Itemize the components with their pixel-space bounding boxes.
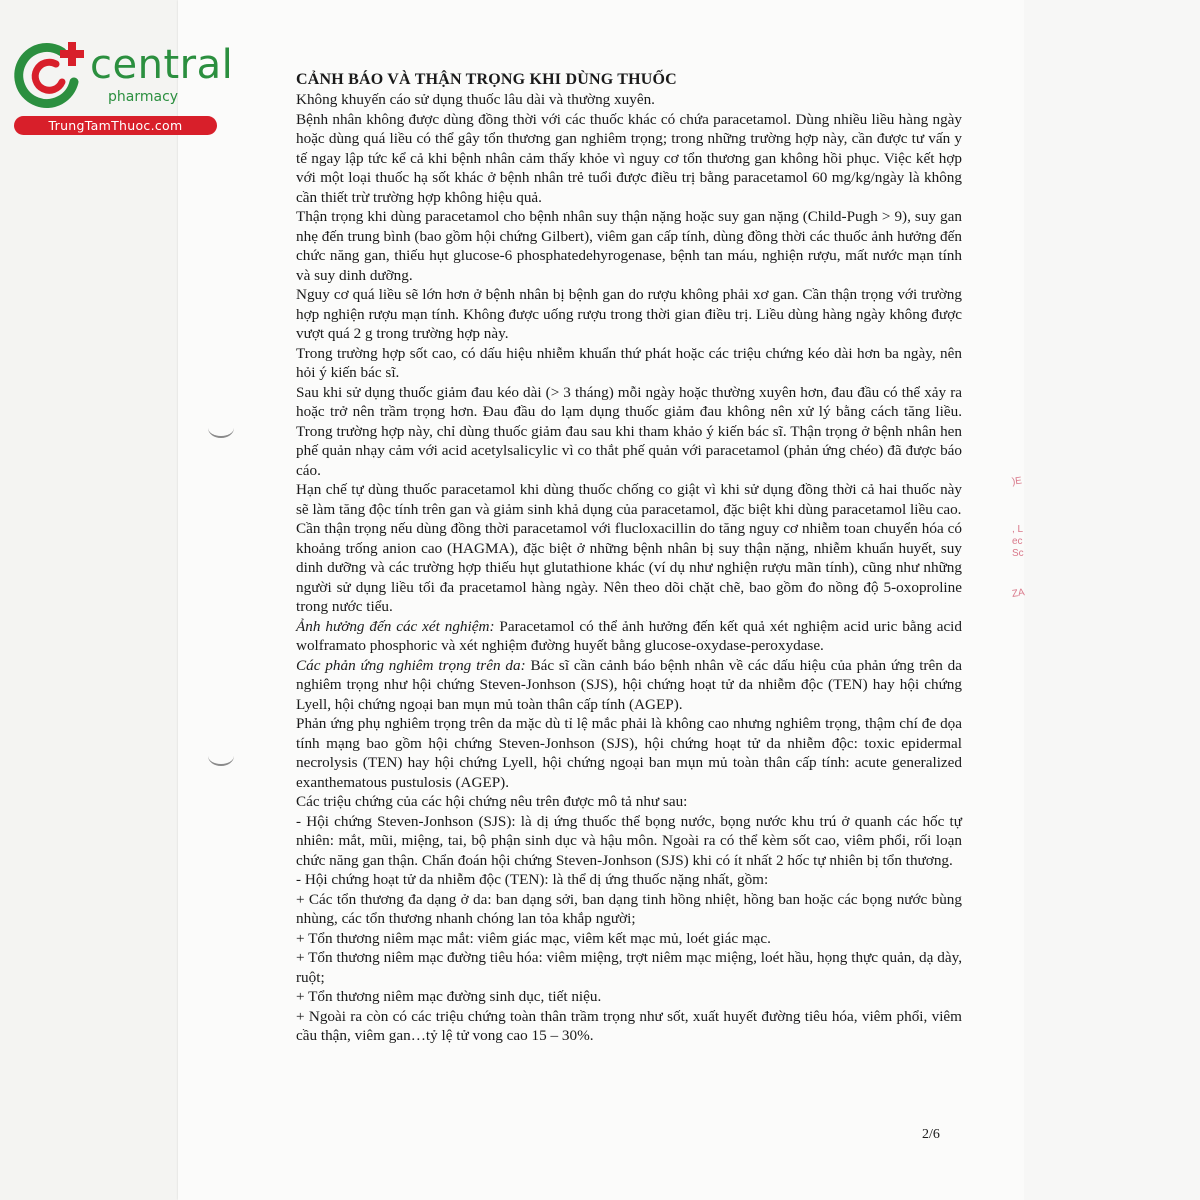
paragraph: Trong trường hợp sốt cao, có dấu hiệu nhiễm khuẩn thứ phát hoặc các triệu chứng kéo dài hơn ba ngày, nên hỏi ý kiến bác sĩ. [296, 344, 962, 381]
punch-hole-icon [208, 746, 234, 766]
list-item: + Tổn thương niêm mạc mắt: viêm giác mạc, viêm kết mạc mủ, loét giác mạc. [296, 929, 771, 947]
italic-label: Các phản ứng nghiêm trọng trên da: [296, 656, 526, 674]
list-item: - Hội chứng Steven-Jonhson (SJS): là dị ứng thuốc thể bọng nước, bọng nước khu trú ở quanh các hốc tự nhiên: mắt, mũi, miệng, tai, bộ phận sinh dục và hậu môn. Ngoài ra có thể kèm sốt cao, viêm phổi, rối loạn chức năng gan thận. Chẩn đoán hội chứng Steven-Jonhson (SJS) khi có ít nhất 2 hốc tự nhiên bị tổn thương. [296, 812, 962, 869]
brand-name: central [90, 42, 234, 88]
list-item: + Tổn thương niêm mạc đường tiêu hóa: viêm miệng, trợt niêm mạc miệng, loét hầu, họng thực quản, dạ dày, ruột; [296, 949, 962, 986]
italic-label: Ảnh hưởng đến các xét nghiệm: [296, 617, 495, 635]
page-number: 2/6 [922, 1127, 940, 1142]
paragraph: Phản ứng phụ nghiêm trọng trên da mặc dù tỉ lệ mắc phải là không cao nhưng nghiêm trọng, thậm chí đe dọa tính mạng bao gồm hội chứng Steven-Jonhson (SJS), hội chứng hoạt tử da nhiễm độc: toxic epidermal necrolysis (TEN) hay hội chứng Lyell, hội chứng ngoại ban mụn mủ toàn thân cấp tính: acute generalized exanthematous pustulosis (AGEP). [296, 715, 962, 791]
paragraph: Thận trọng khi dùng paracetamol cho bệnh nhân suy thận nặng hoặc suy gan nặng (Child-Pugh > 9), suy gan nhẹ đến trung bình (bao gồm hội chứng Gilbert), viêm gan cấp tính, dùng đồng thời các thuốc ảnh hưởng đến chức năng gan, thiếu hụt glucose-6 phosphatedehyrogenase, bệnh tan máu, nghiện rượu, mất nước mạn tính và suy dinh dưỡng. [296, 208, 962, 284]
paragraph: Bệnh nhân không được dùng đồng thời với các thuốc khác có chứa paracetamol. Dùng nhiều liều hàng ngày hoặc dùng quá liều có thể gây tổn thương gan nghiêm trọng; trong những trường hợp này, cần được tư vấn y tế ngay lập tức kể cả khi bệnh nhân cảm thấy khỏe vì nguy cơ tổn thương gan không hồi phục. Việc kết hợp với một loại thuốc hạ sốt khác ở bệnh nhân trẻ tuổi được điều trị bằng paracetamol 60 mg/kg/ngày là không cần thiết trừ trường hợp không hiệu quả. [296, 110, 962, 206]
central-pharmacy-logo[interactable] [8, 36, 234, 136]
paragraph-lab-tests [296, 617, 962, 656]
list-item: + Ngoài ra còn có các triệu chứng toàn thân trầm trọng như sốt, xuất huyết đường tiêu hóa, viêm phổi, viêm cầu thận, viêm gan…tỷ lệ tử vong cao 15 – 30%. [296, 1007, 962, 1044]
punch-hole-icon [208, 418, 234, 438]
paragraph: Cần thận trọng nếu dùng đồng thời paracetamol với flucloxacillin do tăng nguy cơ nhiễm toan chuyển hóa có khoảng trống anion cao (HAGMA), đặc biệt ở những bệnh nhân bị suy thận nặng, nhiễm khuẩn huyết, suy dinh dưỡng và các trường hợp thiếu hụt glutathione khác (ví dụ như nghiện rượu mãn tính), cũng như những người sử dụng liều tối đa pracetamol hàng ngày. Nên theo dõi chặt chẽ, bao gồm đo nồng độ 5-oxoproline trong nước tiểu. [296, 520, 962, 615]
paragraph-text: Paracetamol có thể ảnh hưởng đến kết quả xét nghiệm acid uric bằng acid wolframato phosphoric và xét nghiệm đường huyết bằng glucose-oxydase-peroxydase. [296, 617, 962, 654]
site-url-banner[interactable]: TrungTamThuoc.com [14, 116, 217, 135]
list-item: + Tổn thương niêm mạc đường sinh dục, tiết niệu. [296, 988, 602, 1005]
paragraph: Hạn chế tự dùng thuốc paracetamol khi dùng thuốc chống co giật vì khi sử dụng đồng thời cả hai thuốc này sẽ làm tăng độc tính trên gan và giảm sinh khả dụng của paracetamol, đặc biệt khi dùng paracetamol liều cao. [296, 481, 962, 518]
paragraph-text: Bác sĩ cần cảnh báo bệnh nhân về các dấu hiệu của phản ứng trên da nghiêm trọng như hội chứng Steven-Jonhson (SJS), hội chứng hoạt tử da nhiễm độc (TEN) hay hội chứng Lyell, hội chứng ngoại ban mụn mủ toàn thân cấp tính (AGEP). [296, 656, 962, 713]
paragraph: Nguy cơ quá liều sẽ lớn hơn ở bệnh nhân bị bệnh gan do rượu không phải xơ gan. Cần thận trọng với trường hợp nghiện rượu mạn tính. Không được uống rượu trong thời gian điều trị. Liều dùng hàng ngày không được vượt quá 2 g trong trường hợp này. [296, 286, 962, 342]
list-item: + Các tổn thương đa dạng ở da: ban dạng sởi, ban dạng tinh hồng nhiệt, hồng ban hoặc các bọng nước bùng nhùng, các tổn thương nhanh chóng lan tỏa khắp người; [296, 890, 962, 927]
brand-subtitle: pharmacy [108, 89, 179, 105]
paragraph: Các triệu chứng của các hội chứng nêu trên được mô tả như sau: [296, 793, 688, 810]
paragraph: Không khuyến cáo sử dụng thuốc lâu dài và thường xuyên. [296, 91, 655, 108]
pharmacy-logo-icon [12, 38, 88, 114]
next-page-edge [1024, 0, 1200, 1200]
list-item: - Hội chứng hoạt tử da nhiễm độc (TEN): là thể dị ứng thuốc nặng nhất, gồm: [296, 871, 769, 888]
section-heading: CẢNH BÁO VÀ THẬN TRỌNG KHI DÙNG THUỐC [296, 71, 677, 88]
paragraph: Sau khi sử dụng thuốc giảm đau kéo dài (> 3 tháng) mỗi ngày hoặc thường xuyên hơn, đau đầu có thể xảy ra hoặc trở nên trầm trọng hơn. Đau đầu do lạm dụng thuốc giảm đau không nên xử lý bằng cách tăng liều. Trong trường hợp này, chỉ dùng thuốc giảm đau sau khi tham khảo ý kiến bác sĩ. Thận trọng ở bệnh nhân hen phế quản nhạy cảm với acid acetylsalicylic vì co thắt phế quản với paracetamol (phản ứng chéo) đã được báo cáo. [296, 383, 962, 479]
paragraph-skin-reactions [296, 656, 962, 715]
red-stamp-fragment-icon: )E , L ec Sc ZA [1011, 475, 1026, 600]
document-body [296, 70, 962, 1046]
